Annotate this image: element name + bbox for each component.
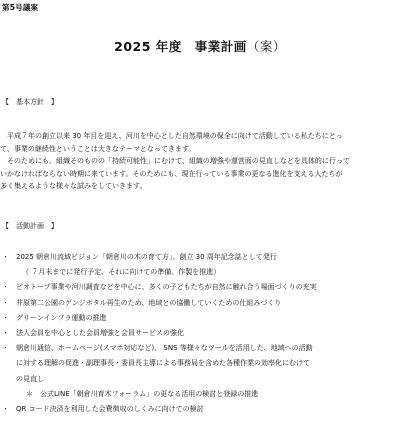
bullet-mark: ・ [2, 344, 9, 353]
list-item [0, 311, 398, 326]
item-text: グリーンインフラ運動の推進 [16, 313, 107, 322]
page-title [0, 37, 400, 55]
item-note: ＊ 公式LINE「朝倉川育木フォーラム」の更なる活用の検討と登録の推進 [26, 389, 259, 398]
policy-line: 多く集えるような様々な試みをしていきます。 [0, 182, 147, 190]
item-text: 2025 朝倉川流域ビジョン「朝倉川の木の育て方」、創立 30 周年記念誌として発行 [16, 253, 277, 261]
bullet-mark: ・ [2, 329, 9, 338]
list-item [0, 326, 398, 341]
item-text: 井原第二公園のゲンジボタル再生のため、地域との協働していくための仕組みづくり [16, 298, 282, 307]
policy-line: いかなければならない時期に来ています。そのためにも、現在行っている事業の更なる進化を支える人たちが [0, 169, 343, 178]
bullet-mark: ・ [2, 313, 9, 322]
bullet-mark: ・ [2, 298, 9, 307]
item-text: の見直し [16, 374, 44, 383]
item-text: QR コード決済を利用した会費徴収のしくみに向けての検討 [16, 405, 204, 414]
bullet-mark: ・ [2, 283, 9, 292]
list-item [0, 250, 398, 280]
policy-line: そのためにも、組織そのものの「持続可能性」にむけて、組織の増強や運営面の見直しなどを具体的に行って [0, 157, 350, 165]
title-main: 2025 年度 事業計画 [114, 39, 247, 54]
list-item [0, 402, 398, 417]
policy-line: て、事業の継続性ということは大きなテーマとなってきます。 [0, 144, 196, 153]
list-item [0, 280, 398, 295]
basic-policy-heading: 【 基本方針 】 [2, 98, 58, 106]
item-text: （ ７月末までに発行予定、それに向けての準備、作製を推進） [22, 268, 221, 277]
policy-line: 平成７年の創立以来 30 年目を迎え、河川を中心とした自然環境の保全に向けて活動している私たちにとっ [0, 132, 343, 140]
activity-plan-heading: 【 活動計画 】 [2, 222, 58, 230]
activity-plan-list [0, 250, 398, 417]
item-text: 法人会員を中心とした会員増強と会員サービスの強化 [16, 329, 184, 338]
list-item [0, 341, 398, 402]
document-number-label: 第5号議案 [2, 3, 39, 12]
bullet-mark: ・ [2, 405, 9, 414]
item-text: ビオトープ事業や河川調査などを中心に、多くの子どもたちが自然に触れ合う場面づくりの充実 [16, 283, 317, 292]
title-draft-mark: （案） [246, 39, 286, 54]
bullet-mark: ・ [2, 253, 9, 261]
item-text: に対する理解の促進・副理事長・委員長主導による事務局を含めた各種作業の効率化にむけて [16, 359, 310, 368]
item-text: 朝倉川通信、ホームページ(スマホ対応など)、 SNS 等様々なツールを活用した、地域への活動 [16, 344, 313, 353]
list-item [0, 296, 398, 311]
basic-policy-text [0, 130, 398, 193]
